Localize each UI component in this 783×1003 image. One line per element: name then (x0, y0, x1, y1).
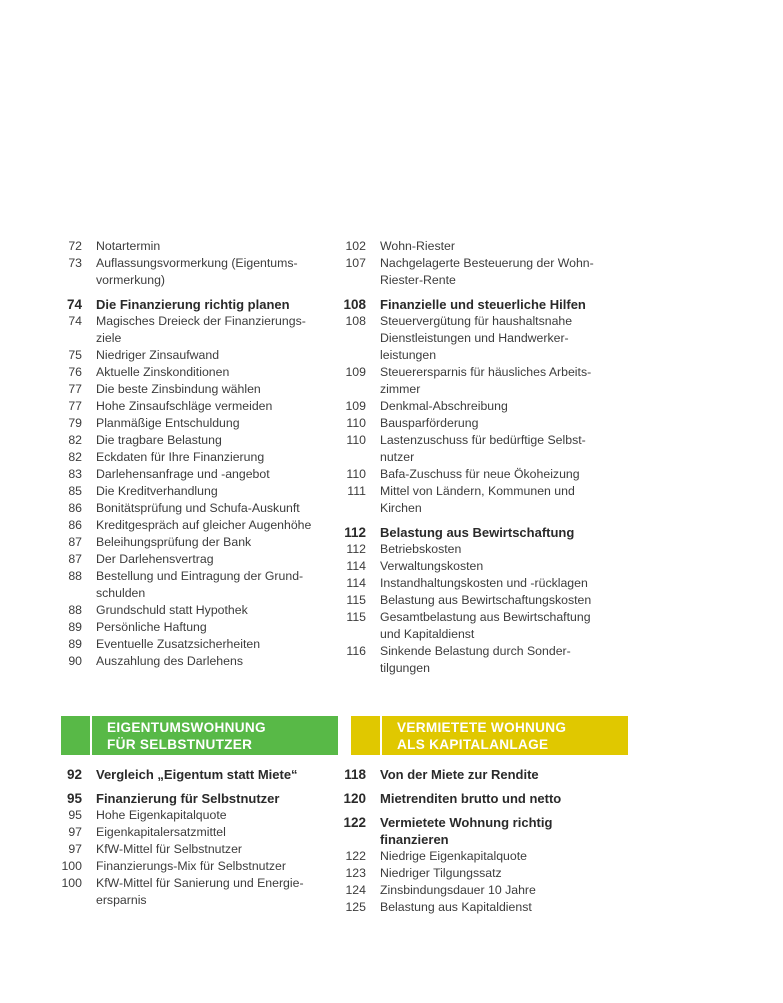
page-number: 109 (345, 399, 366, 413)
page-number: 85 (68, 484, 82, 498)
entry-title: KfW-Mittel für Sanierung und Energie- ersparnis (96, 876, 304, 907)
page-number: 92 (66, 767, 82, 782)
page-number: 110 (346, 416, 366, 430)
toc-entry (52, 483, 332, 500)
toc-entry (336, 558, 616, 575)
page-number: 110 (346, 433, 366, 447)
toc-chapter (52, 296, 332, 313)
banner-tab (351, 716, 380, 755)
page-number: 95 (66, 791, 82, 806)
page-number: 112 (346, 542, 366, 556)
toc-entry (336, 899, 616, 916)
toc-entry (336, 575, 616, 592)
entry-title: Sinkende Belastung durch Sonder- tilgungen (380, 644, 571, 675)
page-number: 116 (346, 644, 366, 658)
toc-entry (52, 841, 332, 858)
toc-entry (52, 347, 332, 364)
page-number: 114 (346, 559, 366, 573)
toc-entry (52, 875, 332, 909)
page-number: 115 (346, 593, 366, 607)
toc-chapter (336, 766, 616, 783)
page-number: 100 (61, 876, 82, 890)
toc-chapter (336, 790, 616, 807)
entry-title: Von der Miete zur Rendite (380, 767, 539, 782)
page-number: 102 (345, 239, 366, 253)
entry-title: Niedriger Zinsaufwand (96, 348, 220, 362)
toc-entry (52, 432, 332, 449)
entry-title: Steuervergütung für haushaltsnahe Dienstleistungen und Handwerker- leistungen (380, 314, 573, 362)
entry-title: Grundschuld statt Hypothek (96, 603, 248, 617)
entry-title: Beleihungsprüfung der Bank (96, 535, 252, 549)
page-number: 83 (68, 467, 82, 481)
entry-title: Finanzierungs-Mix für Selbstnutzer (96, 859, 286, 873)
page-number: 75 (68, 348, 82, 362)
toc-entry (336, 432, 616, 466)
toc-entry (336, 238, 616, 255)
entry-title: KfW-Mittel für Selbstnutzer (96, 842, 243, 856)
page-number: 109 (345, 365, 366, 379)
page-number: 95 (68, 808, 82, 822)
entry-title: Darlehensanfrage und -angebot (96, 467, 270, 481)
entry-title: Nachgelagerte Besteuerung der Wohn- Riester-Rente (380, 256, 594, 287)
toc-entry (52, 636, 332, 653)
toc-entry (336, 865, 616, 882)
toc-entry (52, 517, 332, 534)
toc-entry (336, 483, 616, 517)
entry-title: Wohn-Riester (380, 239, 455, 253)
page-number: 97 (68, 825, 82, 839)
entry-title: Hohe Eigenkapitalquote (96, 808, 227, 822)
entry-title: Bestellung und Eintragung der Grund- schulden (96, 569, 304, 600)
toc-column-right (336, 238, 616, 677)
entry-title: Betriebskosten (380, 542, 462, 556)
page-number: 77 (68, 382, 82, 396)
entry-title: Die Finanzierung richtig planen (96, 297, 290, 312)
toc-entry (336, 609, 616, 643)
toc-entry (336, 848, 616, 865)
entry-title: Auszahlung des Darlehens (96, 654, 243, 668)
page-number: 120 (343, 791, 366, 806)
toc-column-left-bottom (52, 766, 332, 909)
toc-entry (336, 415, 616, 432)
toc-entry (52, 602, 332, 619)
entry-title: Bausparförderung (380, 416, 479, 430)
entry-title: Bonitätsprüfung und Schufa-Auskunft (96, 501, 300, 515)
entry-title: Belastung aus Kapitaldienst (380, 900, 532, 914)
page-number: 97 (68, 842, 82, 856)
toc-entry (52, 551, 332, 568)
section-banner-kapitalanlage (351, 716, 628, 755)
toc-chapter (336, 524, 616, 541)
entry-title: Eigenkapitalersatzmittel (96, 825, 226, 839)
entry-title: Gesamtbelastung aus Bewirtschaftung und Kapitaldienst (380, 610, 591, 641)
entry-title: Kreditgespräch auf gleicher Augenhöhe (96, 518, 312, 532)
page-number: 86 (68, 518, 82, 532)
toc-entry (336, 398, 616, 415)
entry-title: Die Kreditverhandlung (96, 484, 218, 498)
entry-title: Denkmal-Abschreibung (380, 399, 508, 413)
page-number: 110 (346, 467, 366, 481)
page-number: 73 (68, 256, 82, 270)
page-number: 100 (61, 859, 82, 873)
toc-entry (52, 398, 332, 415)
entry-title: Persönliche Haftung (96, 620, 207, 634)
page-number: 124 (345, 883, 366, 897)
page-number: 77 (68, 399, 82, 413)
toc-entry (52, 415, 332, 432)
toc-entry (336, 466, 616, 483)
entry-title: Steuerersparnis für häusliches Arbeits- zimmer (380, 365, 592, 396)
entry-title: Hohe Zinsaufschläge vermeiden (96, 399, 273, 413)
toc-chapter (336, 814, 616, 848)
page-number: 82 (68, 450, 82, 464)
page-number: 89 (68, 620, 82, 634)
toc-entry (52, 238, 332, 255)
toc-entry (336, 643, 616, 677)
entry-title: Belastung aus Bewirtschaftung (380, 525, 575, 540)
toc-entry (52, 824, 332, 841)
entry-title: Belastung aus Bewirtschaftungskosten (380, 593, 592, 607)
page-number: 87 (68, 535, 82, 549)
entry-title: Niedriger Tilgungssatz (380, 866, 502, 880)
page-number: 115 (346, 610, 366, 624)
section-banner-selbstnutzer (61, 716, 338, 755)
toc-entry (52, 466, 332, 483)
page-number: 122 (345, 849, 366, 863)
entry-title: Auflassungsvormerkung (Eigentums- vormerkung) (96, 256, 298, 287)
entry-title: Vermietete Wohnung richtig finanzieren (380, 815, 553, 847)
toc-entry (336, 255, 616, 289)
entry-title: Eckdaten für Ihre Finanzierung (96, 450, 265, 464)
toc-chapter (336, 296, 616, 313)
banner-tab (61, 716, 90, 755)
toc-entry (52, 364, 332, 381)
page-number: 107 (345, 256, 366, 270)
entry-title: Mietrenditen brutto und netto (380, 791, 562, 806)
banner-title: EIGENTUMSWOHNUNG FÜR SELBSTNUTZER (92, 716, 338, 755)
toc-entry (52, 255, 332, 289)
page-number: 86 (68, 501, 82, 515)
page-number: 114 (346, 576, 366, 590)
toc-entry (52, 568, 332, 602)
entry-title: Magisches Dreieck der Finanzierungs- ziele (96, 314, 306, 345)
page-number: 112 (344, 525, 366, 540)
toc-chapter (52, 766, 332, 783)
page-number: 89 (68, 637, 82, 651)
entry-title: Der Darlehensvertrag (96, 552, 214, 566)
page-number: 108 (345, 314, 366, 328)
toc-entry (52, 653, 332, 670)
page-number: 118 (344, 767, 366, 782)
toc-entry (336, 313, 616, 364)
entry-title: Lastenzuschuss für bedürftige Selbst- nutzer (380, 433, 586, 464)
entry-title: Planmäßige Entschuldung (96, 416, 240, 430)
toc-entry (52, 381, 332, 398)
entry-title: Notartermin (96, 239, 161, 253)
page-number: 74 (66, 297, 82, 312)
page-number: 76 (68, 365, 82, 379)
entry-title: Finanzierung für Selbstnutzer (96, 791, 280, 806)
page-number: 123 (345, 866, 366, 880)
entry-title: Die beste Zinsbindung wählen (96, 382, 261, 396)
page-number: 108 (343, 297, 366, 312)
toc-entry (52, 858, 332, 875)
entry-title: Aktuelle Zinskonditionen (96, 365, 230, 379)
page-number: 74 (68, 314, 82, 328)
toc-chapter (52, 790, 332, 807)
toc-entry (52, 500, 332, 517)
entry-title: Die tragbare Belastung (96, 433, 222, 447)
page-number: 125 (345, 900, 366, 914)
entry-title: Verwaltungskosten (380, 559, 484, 573)
toc-entry (52, 807, 332, 824)
entry-title: Zinsbindungsdauer 10 Jahre (380, 883, 536, 897)
page-number: 87 (68, 552, 82, 566)
entry-title: Finanzielle und steuerliche Hilfen (380, 297, 586, 312)
toc-entry (52, 619, 332, 636)
toc-entry (336, 592, 616, 609)
page-number: 79 (68, 416, 82, 430)
entry-title: Vergleich „Eigentum statt Miete“ (96, 767, 298, 782)
toc-column-left (52, 238, 332, 670)
page-number: 122 (343, 815, 366, 830)
toc-entry (336, 541, 616, 558)
page-number: 72 (68, 239, 82, 253)
page-number: 82 (68, 433, 82, 447)
page-number: 90 (68, 654, 82, 668)
page-number: 111 (347, 484, 366, 498)
banner-title: VERMIETETE WOHNUNG ALS KAPITALANLAGE (382, 716, 628, 755)
toc-entry (336, 364, 616, 398)
page-number: 88 (68, 569, 82, 583)
toc-entry (336, 882, 616, 899)
toc-entry (52, 313, 332, 347)
entry-title: Niedrige Eigenkapitalquote (380, 849, 527, 863)
page-number: 88 (68, 603, 82, 617)
entry-title: Instandhaltungskosten und -rücklagen (380, 576, 588, 590)
toc-entry (52, 534, 332, 551)
entry-title: Mittel von Ländern, Kommunen und Kirchen (380, 484, 575, 515)
entry-title: Eventuelle Zusatzsicherheiten (96, 637, 261, 651)
toc-entry (52, 449, 332, 466)
toc-column-right-bottom (336, 766, 616, 916)
entry-title: Bafa-Zuschuss für neue Ökoheizung (380, 467, 580, 481)
